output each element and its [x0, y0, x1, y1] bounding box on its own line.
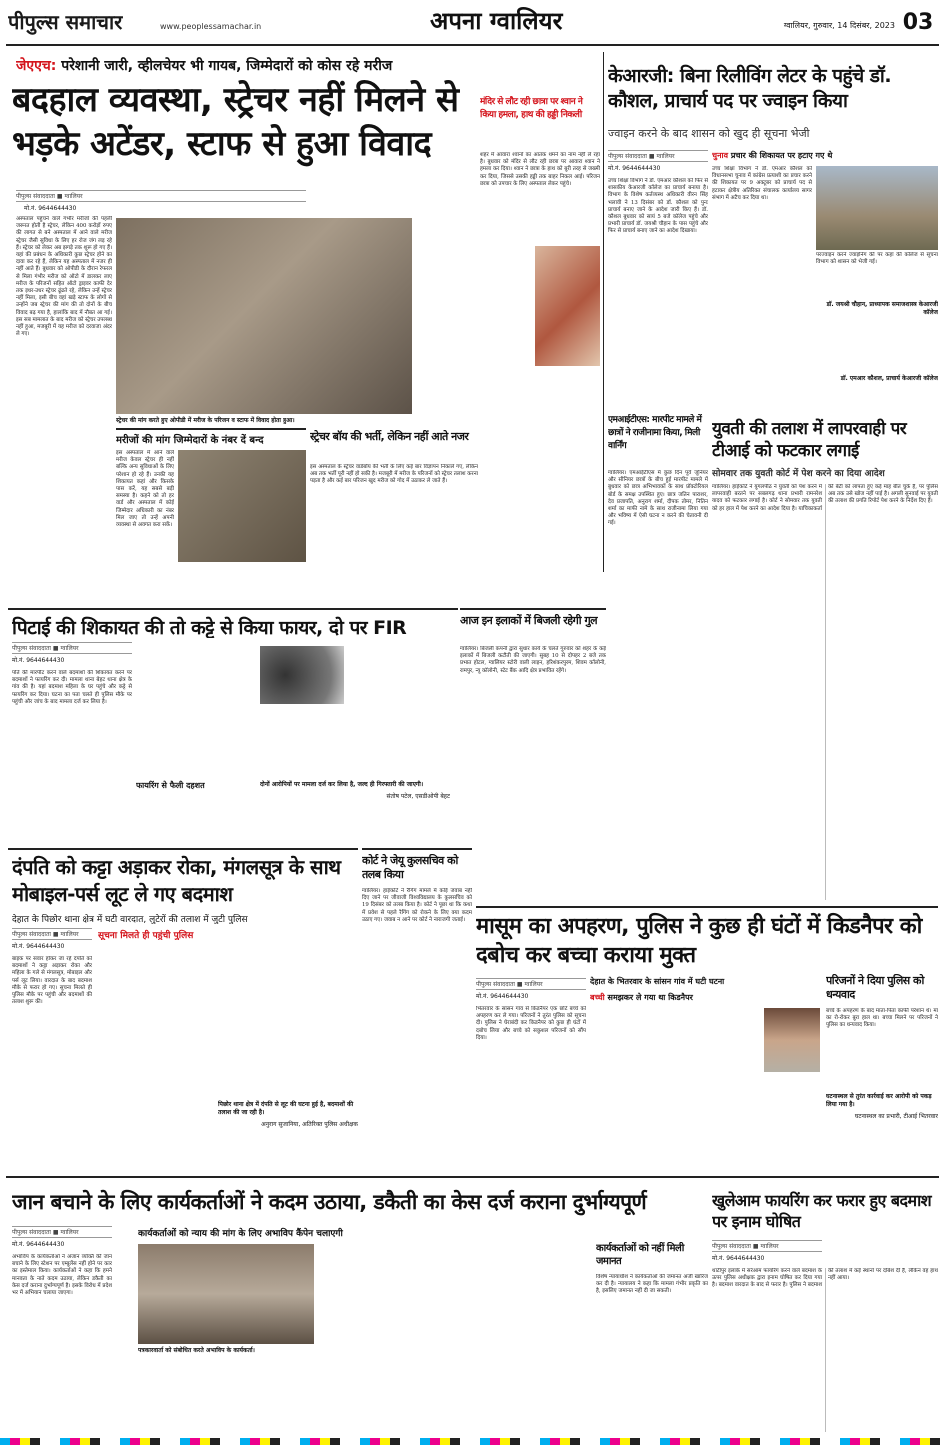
story-body: अभाविप के कार्यकर्ताओं ने अंजान व्यक्ति की जान बचाने के लिए स्टेशन पर एम्बुलेंस नहीं होने पर कार का इस्तेमाल किया। कार्यकर्ताओं ने कहा कि हमने मानवता के नाते कदम उठाया, लेकिन डकैती का केस दर्ज कराना दुर्भाग्यपूर्ण है। इसके विरोध में प्रदेश भर में अभियान चलाया जाएगा।	[12, 1254, 112, 1297]
quote-1: डॉ. जयश्री चौहान, प्राध्यापक समाजशास्त्र केआरजी कॉलेज	[826, 301, 938, 316]
side-quote	[826, 1092, 938, 1166]
headline: बदहाल व्यवस्था, स्ट्रेचर नहीं मिलने से भड़के अटेंडर, स्टाफ से हुआ विवाद	[12, 80, 459, 164]
quote-text: घटनास्थल से तुरंत कार्रवाई कर आरोपी को पकड़ लिया गया है।	[826, 1093, 932, 1108]
headline: एमआईटीएस: मारपीट मामले में छात्रों ने राजीनामा किया, मिली वार्निंग	[608, 415, 702, 451]
byline: पीपुल्स संवाददाता ■ ग्वालियर	[608, 150, 708, 162]
byline: पीपुल्स संवाददाता ■ ग्वालियर	[712, 1240, 822, 1252]
box-kicker: बच्ची	[590, 993, 605, 1002]
photo-caption: पत्रकारवार्ता को संबोधित करते अभाविप के कार्यकर्ता।	[138, 1347, 255, 1354]
kicker-tag: जेएएच:	[16, 58, 57, 74]
story-body: शहर में आवारा श्वानों का आतंक थमने का नाम नहीं ले रहा है। बुधवार को मंदिर से लौट रही छात्रा पर आवारा श्वान ने हमला कर दिया। श्वान ने छात्रा के हाथ को बुरी तरह से जख्मी कर दिया, जिससे उसकी हड्डी तक बाहर निकल आई। परिजन छात्रा को उपचार के लिए अस्पताल लेकर पहुंचे।	[480, 152, 600, 187]
side-title: परिजनों ने दिया पुलिस को धन्यवाद	[826, 974, 924, 1001]
article-krg	[608, 52, 938, 412]
registration-bar	[0, 1438, 945, 1445]
story-body: ग्वालियर। हाईकोर्ट ने रैगिंग मामले में कोई जवाब नहीं दिए जाने पर जीवाजी विश्वविद्यालय के कुलसचिव को 19 दिसंबर को तलब किया है। कोर्ट ने पूछा था कि कथा में प्रवेश से पहले रैगिंग को रोकने के लिए क्या कदम उठाए गए। जवाब न आने पर कोर्ट ने नाराजगी जताई।	[362, 888, 472, 923]
kicker-text: परेशानी जारी, व्हीलचेयर भी गायब, जिम्मेदारों को कोस रहे मरीज	[61, 58, 393, 74]
news-photo	[116, 218, 412, 414]
mobile-no: मो.नं. 9644644430	[12, 943, 65, 950]
side-body: बच्चे के अपहरण के बाद माता-पिता काफी परेशान थे। मां का रो-रोकर बुरा हाल था। बच्चा मिलने पर परिजनों ने पुलिस का धन्यवाद किया।	[826, 1008, 938, 1029]
headline: कोर्ट ने जेयू कुलसचिव को तलब किया	[362, 854, 458, 881]
byline: पीपुल्स संवाददाता ■ ग्वालियर	[12, 1226, 112, 1238]
dateline: ग्वालियर, गुरुवार, 14 दिसंबर, 2023	[783, 21, 895, 30]
story-body: ग्वालियर। हाईकोर्ट ने युगलपीठ ने युवती को पेश करने में लापरवाही बरतने पर सबलगढ़ थाना प्रभारी रामनरेश यादव को फटकार लगाई है। कोर्ट ने सोमवार तक युवती को हर हाल में पेश करने का आदेश दिया है। याचिकाकर्ता की बेटी को लापता हुए कई माह बीत चुके हैं, पर पुलिस अब तक उसे खोज नहीं पाई है। अगली सुनवाई पर युवती की तलाश की प्रगति रिपोर्ट पेश करने के निर्देश दिए हैं।	[712, 484, 938, 512]
website[interactable]: www.peoplessamachar.in	[160, 22, 262, 31]
box-heading: समझकर ले गया था किडनैपर	[607, 993, 693, 1002]
box-title	[590, 992, 820, 1004]
box-title: कार्यकर्ताओं को नहीं मिली जमानत	[596, 1243, 684, 1267]
firing-subhead: फायरिंग से फैली दहशत	[136, 781, 205, 790]
quote	[218, 1100, 358, 1166]
page-number: 03	[902, 10, 934, 35]
story-body: थाटीपुर इलाके में सरेआम फायरिंग करने वाले बदमाश के ऊपर पुलिस अधीक्षक द्वारा इनाम घोषित कर दिया गया है। बदमाश वारदात के बाद से फरार है। पुलिस ने बदमाश की तलाश में कई स्थानों पर दबिश दी है, लेकिन वह हाथ नहीं आया।	[712, 1268, 938, 1289]
election-box	[712, 150, 938, 410]
box-body: इस अस्पताल में आने वाले मरीज केवल स्ट्रेचर ही नहीं बल्कि अन्य सुविधाओं के लिए परेशान हो रहे हैं। उनकी यह शिकायत कहां और किसके पास करें, यह सबसे बड़ी समस्या है। कहने को तो हर वार्ड और अस्पताल में कोई जिम्मेदार अधिकारी का नंबर मिल जाए तो उन्हें अपनी व्यवस्था से अवगत करा सकें।	[116, 450, 174, 529]
box-body: विशेष न्यायाधीश ने कार्यकर्ताओं की जमानत अर्जी खारिज कर दी है। न्यायालय ने कहा कि मामला गंभीर प्रकृति का है, इसलिए जमानत नहीं दी जा सकती।	[596, 1274, 708, 1295]
quote-text: पिछोर थाना क्षेत्र में दंपति से लूट की घटना हुई है, बदमाशों की तलाश की जा रही है।	[218, 1101, 354, 1116]
article-hc-ti	[712, 414, 938, 904]
mobile-no: मो.नं. 9644644430	[712, 1255, 765, 1262]
article-jah	[8, 52, 478, 672]
mobile-no: मो.नं. 9644644430	[608, 165, 661, 172]
kidnap-box	[590, 992, 820, 1170]
byline: पीपुल्स संवाददाता ■ ग्वालियर	[476, 978, 586, 990]
photo-caption: स्ट्रेचर की मांग करते हुए ओपीडी में मरीज के परिजन व स्टाफ में विवाद होता हुआ।	[116, 417, 295, 424]
quote-by: संतोष पटेल, एसडीओपी बेहट	[386, 793, 450, 800]
mobile-no: मो.नं. 9644644430	[24, 205, 77, 212]
headline: खुलेआम फायरिंग कर फरार हुए बदमाश पर इनाम घोषित	[712, 1191, 932, 1231]
kicker: आज इन इलाकों में बिजली रहेगी गुल	[460, 614, 598, 627]
article-ju	[362, 848, 472, 1172]
story-body: ग्वालियर। बिजली कंपनी द्वारा सुधार कार्य के चलते गुरुवार को शहर के कई इलाकों में बिजली कटौती की जाएगी। सुबह 10 से दोपहर 2 बजे तक प्रभात होटल, ग्वालियर स्टोरी वाली लाइन, हरिशंकरपुरम, शिवम कॉलोनी, रामपुर, न्यू कॉलोनी, स्टेट बैंक आदि क्षेत्र प्रभावित रहेंगे।	[460, 646, 606, 674]
byline: पीपुल्स संवाददाता ■ ग्वालियर	[12, 928, 92, 940]
photo-caption: परज्वाइन करने ज्वाइनिंग की पर कहां की कॉलेज से सूचना विभाग को शासन को भेजी गई।	[816, 252, 938, 266]
college-photo	[816, 166, 938, 250]
section-title: अपना ग्वालियर	[430, 7, 563, 35]
mobile-no: मो.नं. 9644644430	[12, 657, 65, 664]
mobile-no: मो.नं. 9644644430	[12, 1241, 65, 1248]
box-title	[712, 150, 938, 164]
accused-photo	[764, 1008, 820, 1072]
story-body: पति की मारपीट करने वाले बदमाशों की शिकायत करने पर बदमाशों ने फायरिंग कर दी। मामला थाना बेहट थाना क्षेत्र के गांव की है। यहां बदमाश महिला के घर पहुंचे और कट्टे से फायरिंग कर दिया। घटना का पता चलते ही पुलिस मौके पर पहुंची और जांच के बाद मामला दर्ज कर लिया है।	[12, 670, 132, 705]
story-body: उच्च शिक्षा विभाग ने डॉ. एमआर कौशल को फिर से शासकीय केआरजी कॉलेज का प्राचार्य बनाया है। विभाग के विशेष कर्तव्यस्थ अधिकारी वीरन सिंह भलावी ने 13 दिसंबर को डॉ. कौशल को पुनः प्राचार्य बनाए जाने के आदेश जारी किए हैं। डॉ. कौशल बुधवार को सायं 5 बजे कॉलेज पहुंचे और प्रभारी प्राचार्य डॉ. जयश्री चौहान के पास पहुंचे और फिर से प्राचार्य बनाए जाने का आदेश दिखाया।	[608, 178, 708, 235]
quote-2: डॉ. एमआर कौशल, प्राचार्य केआरजी कॉलेज	[840, 375, 938, 382]
box-photo	[178, 450, 306, 562]
deck: ज्वाइन करने के बाद शासन को खुद ही सूचना भेजी	[608, 127, 810, 140]
box-title: सूचना मिलते ही पहुंची पुलिस	[98, 931, 194, 940]
headline: मासूम का अपहरण, पुलिस ने कुछ ही घंटों में किडनैपर को दबोच कर बच्चा कराया मुक्त	[476, 914, 922, 968]
article-reward	[712, 1180, 938, 1435]
deck: सोमवार तक युवती कोर्ट में पेश करने का दिया आदेश	[712, 469, 885, 479]
article-power-cut	[460, 608, 606, 844]
mobile-no: मो.नं. 9644644430	[476, 993, 529, 1000]
byline: पीपुल्स संवाददाता ■ ग्वालियर	[12, 642, 132, 654]
sub-body: इस अस्पताल के स्ट्रेचर वार्डबॉय की भर्ती के लिए कई बार विज्ञापन निकाले गए, लेकिन अब तक भर्ती पूरी नहीं हो सकी है। मजबूरी में मरीज के परिजनों को स्ट्रेचर तलाश करना पड़ता है और कई बार परिजन खुद मरीज को गोद में उठाकर ले जाते हैं।	[310, 464, 478, 485]
thanks-box	[826, 974, 938, 1170]
story-body: बाइक पर सवार होकर जा रहे दंपति को बदमाशों ने कट्टा अड़ाकर रोका और महिला के गले से मंगलसूत्र, मोबाइल और पर्स लूट लिया। वारदात के बाद बदमाश मौके से फरार हो गए। सूचना मिलते ही पुलिस मौके पर पहुंची और बदमाशों की तलाश शुरू की।	[12, 956, 92, 1006]
article-kidnap	[476, 906, 938, 1172]
article-fir	[8, 608, 458, 844]
headline: जान बचाने के लिए कार्यकर्ताओं ने कदम उठाया, डकैती का केस दर्ज कराना दुर्भाग्यपूर्ण	[12, 1190, 647, 1214]
byline: पीपुल्स संवाददाता ■ ग्वालियर	[16, 190, 306, 202]
quote-text: दोनों आरोपियों पर मामला दर्ज कर लिया है, जल्द ही गिरफ्तारी की जाएगी।	[260, 781, 424, 788]
kicker	[16, 56, 478, 76]
headline: केआरजी: बिना रिलीविंग लेटर के पहुंचे डॉ. कौशल, प्राचार्य पद पर ज्वाइन किया	[608, 65, 892, 112]
box-heading: प्रचार की शिकायत पर हटाए गए थे	[730, 151, 833, 160]
bail-box	[596, 1242, 708, 1432]
headline: युवती की तलाश में लापरवाही पर टीआई को फटकार लगाई	[712, 419, 907, 461]
box-body: उच्च शिक्षा विभाग ने डॉ. एमआर कौशल को विधानसभा चुनाव में कांग्रेस प्रत्याशी का प्रचार करने की शिकायत पर 9 अक्टूबर को प्राचार्य पद से हटाकर क्षेत्रीय अतिरिक्त संचालक कार्यालय सागर संभाग में अटैच कर दिया था।	[712, 166, 812, 201]
quote	[260, 780, 450, 838]
article-robbery	[8, 848, 358, 1172]
brand-name: पीपुल्स समाचार	[8, 10, 123, 34]
press-photo	[138, 1244, 314, 1344]
masthead	[0, 0, 945, 46]
gun-photo	[260, 646, 344, 704]
quote-by: घटनास्थल का प्रभारी, टीआई भितरवार	[854, 1113, 938, 1120]
article-dog-attack	[480, 96, 600, 576]
headline: दंपति को कट्टा अड़ाकर रोका, मंगलसूत्र के साथ मोबाइल-पर्स लूट ले गए बदमाश	[12, 855, 341, 906]
quote-by: अनुराग सुजानिया, अतिरिक्त पुलिस अधीक्षक	[261, 1121, 358, 1128]
story-body: भितरवार के सांसन गांव से किडनैपर एक छोटे बच्चे को अपहरण कर ले गया। परिजनों ने तुरंत पुलिस को सूचना दी। पुलिस ने घेराबंदी कर किडनैपर को कुछ ही घंटों में दबोच लिया और बच्चे को सकुशल परिजनों को सौंप दिया।	[476, 1006, 586, 1041]
injury-photo	[535, 246, 600, 366]
headline: पिटाई की शिकायत की तो कट्टे से किया फायर, दो पर FIR	[12, 617, 407, 638]
article-abvp	[8, 1180, 708, 1435]
kicker: मंदिर से लौट रही छात्रा पर श्वान ने किया हमला, हाथ की हड्डी निकली	[480, 97, 583, 120]
brand-logo[interactable]	[8, 8, 158, 36]
article-mits	[608, 414, 708, 744]
deck: देहात के पिछोर थाना क्षेत्र में घटी वारदात, लुटेरों की तलाश में जुटी पुलिस	[12, 915, 248, 924]
sub-title: स्ट्रेचर बॉय की भर्ती, लेकिन नहीं आते नजर	[310, 430, 469, 443]
story-body: अस्पताल पहुंचने वाले गंभीर मरीजों की पहली जरूरत होती है स्ट्रेचर, लेकिन 400 करोड़ों रुपए की लागत से बने अस्पताल में आने वाले मरीज स्ट्रेचर जैसी सुविधा के लिए हर रोज जंग लड़ रहे हैं। स्ट्रेचर को लेकर अब झगड़े तक शुरू हो गए हैं। यहां की प्रबंधन के अधिकारी कुछ स्ट्रेचर होने का दावा कर रहे हैं, लेकिन यह अस्पताल में नजर ही नहीं आते हैं। बुधवार को ओपीडी के दौरान रेफरल से मिला गंभीर मरीज को ऑटो में डालकर लाए मरीज के परिजनों सहित ऑटो ड्राइवर काफी देर तक इधर-उधर स्ट्रेचर ढूंढते रहे, लेकिन उन्हें स्ट्रेचर नहीं मिला, इसी बीच वहां खड़े स्टाफ के लोगों से उन्होंने जब स्ट्रेचर की मांग की तो दोनों के बीच विवाद बढ़ गया है, हालांकि बाद में नौबत आ गई। इस सब मामलात के बाद मरीज को स्ट्रेचर उपलब्ध नहीं हुआ, मजबूरी में यह मरीज को दरवाजा अंदर ले गए।	[16, 216, 112, 338]
police-box	[98, 928, 358, 1170]
deck: कार्यकर्ताओं को न्याय की मांग के लिए अभाविप कैंपेन चलाएगी	[138, 1229, 343, 1239]
story-body: ग्वालियर। एमआईटीएस में कुछ दिन पूर्व जूनियर और सीनियर छात्रों के बीच हुई मारपीट मामले में बुधवार को छात्र अभिभावकों के साथ प्रॉक्टोरियल बोर्ड के समक्ष उपस्थित हुए। छात्र जतिन पाराशर, देव प्रजापति, अनुराग शर्मा, दीपक तोमर, नितिन शर्मा का माफी नामे के साथ राजीनामा लिया गया और भविष्य में ऐसी घटना न करने की चेतावनी दी गई।	[608, 470, 708, 527]
box-kicker: चुनाव	[712, 151, 729, 160]
deck: देहात के भितरवार के सांसन गांव में घटी घटना	[590, 977, 725, 986]
box-title: मरीजों की मांग जिम्मेदारों के नंबर दें बन्द	[116, 435, 264, 446]
